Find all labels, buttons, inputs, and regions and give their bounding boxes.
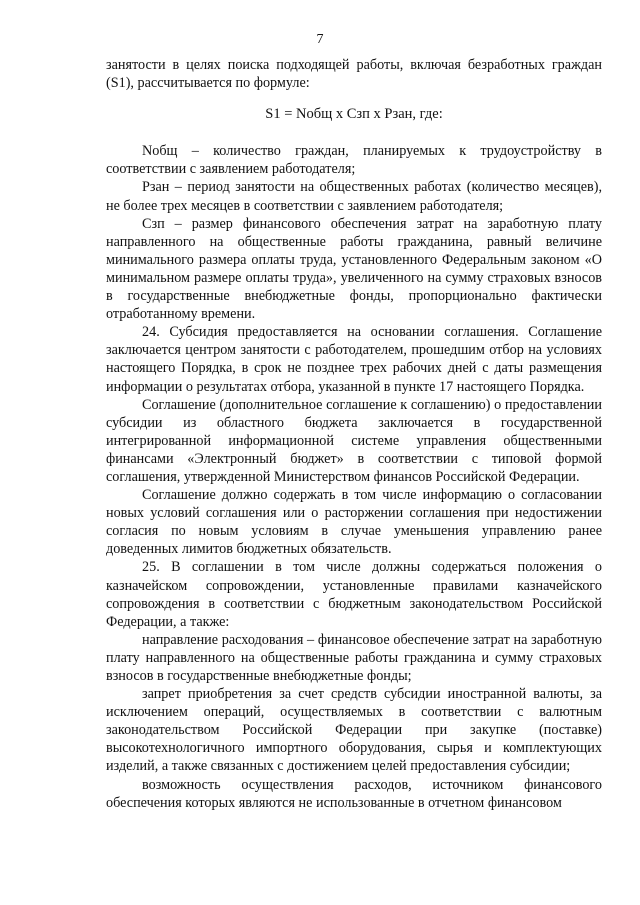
paragraph-currency-ban: запрет приобретения за счет средств субсидии иностранной валюты, за исключением операций, осуществляемых в соответствии с валютным законодательством Российской Федерации при закупке (поставке) высокотехнологичного импортного оборудования, сырья и комплектующих изделий, а также связанных с достижением целей предоставления субсидии; — [106, 686, 602, 775]
paragraph-szp-definition: Сзп – размер финансового обеспечения затрат на заработную плату направленного на общественные работы гражданина, равный величине минимального размера оплаты труда, установленного Федеральным законом «О минимальном размере оплаты труда», увеличенного на сумму страховых взносов в государственные внебюджетные фонды, пропорционально фактически отработанному времени. — [106, 215, 602, 323]
paragraph-expenses: возможность осуществления расходов, источником финансового обеспечения которых являются не использованные в отчетном финансовом — [106, 776, 602, 811]
page-number: 7 — [316, 32, 324, 47]
paragraph-agreement-system: Соглашение (дополнительное соглашение к соглашению) о предоставлении субсидии из областного бюджета заключается в государственной интегрированной информационной системе управления общественными финансами «Электронный бюджет» в соответствии с типовой формой соглашения, утвержденной Министерством финансов Российской Федерации. — [106, 396, 602, 485]
paragraph-agreement-content: Соглашение должно содержать в том числе информацию о согласовании новых условий соглашения или о расторжении соглашения при недостижении согласия по новым условиям в случае уменьшения управлению ранее доведенных лимитов бюджетных обязательств. — [106, 487, 602, 558]
paragraph-direction: направление расходования – финансовое обеспечение затрат на заработную плату направленного на общественные работы гражданина и сумму страховых взносов в государственные внебюджетные фонды; — [106, 631, 602, 684]
paragraph-item-24: 24. Субсидия предоставляется на основании соглашения. Соглашение заключается центром занятости с работодателем, прошедшим отбор на условиях настоящего Порядка, в срок не позднее трех рабочих дней с даты размещения информации о результатах отбора, указанной в пункте 17 настоящего Порядка. — [106, 324, 602, 395]
formula: S1 = Nобщ х Сзп х Рзан, где: — [265, 106, 443, 123]
paragraph-item-25: 25. В соглашении в том числе должны содержаться положения о казначейском сопровождении, установленные правилами казначейского сопровождения в соответствии с бюджетным законодательством Российской Федерации, а также: — [106, 559, 602, 630]
paragraph-nobsh-definition: Nобщ – количество граждан, планируемых к трудоустройству в соответствии с заявлением работодателя; — [106, 143, 602, 178]
document-body — [106, 56, 602, 812]
paragraph-rzan-definition: Рзан – период занятости на общественных работах (количество месяцев), не более трех месяцев в соответствии с заявлением работодателя; — [106, 179, 602, 214]
paragraph-intro: занятости в целях поиска подходящей работы, включая безработных граждан (S1), рассчитывается по формуле: — [106, 57, 602, 92]
